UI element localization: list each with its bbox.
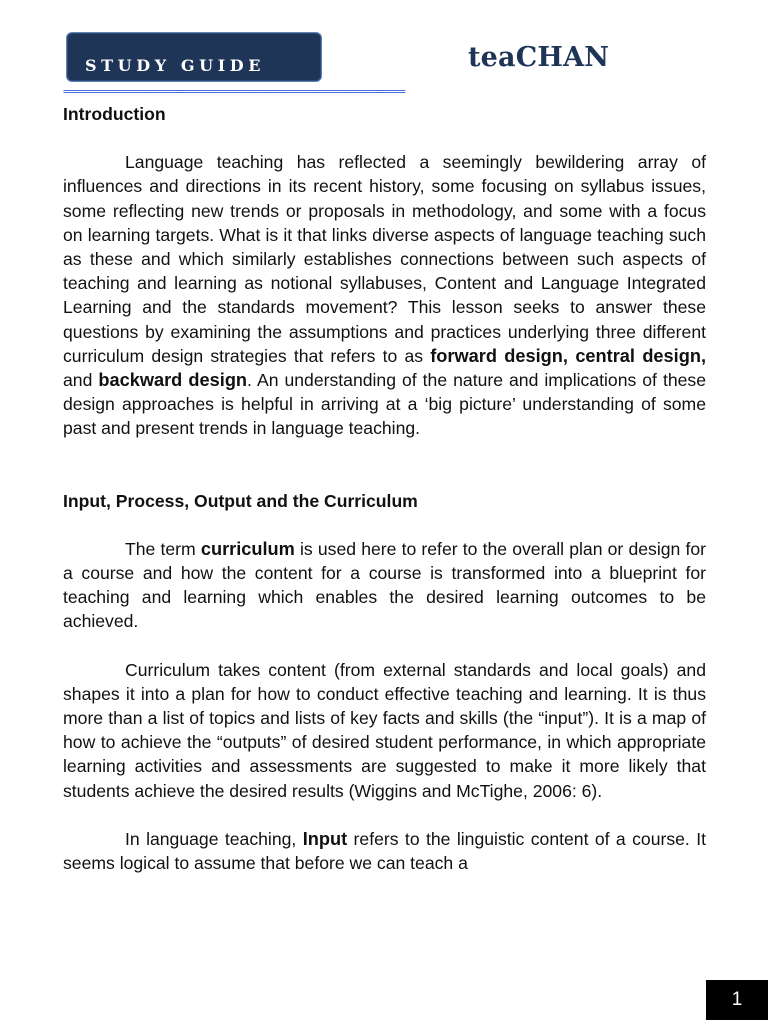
bold-term: Input xyxy=(302,828,348,849)
section-heading-introduction: Introduction xyxy=(63,104,166,124)
bold-term: forward design, central design, xyxy=(430,345,706,366)
paragraph-introduction: Language teaching has reflected a seemingly bewildering array of influences and directions in its recent history, some focusing on syllabus issues, some reflecting new trends or proposals in methodology, and some with a focus on learning targets. What is it that links diverse aspects of language teaching such as these and which similarly establishes connections between such aspects of teaching and learning as notional syllabuses, Content and Language Integrated Learning and the standards movement? This lesson seeks to answer these questions by examining the assumptions and practices underlying three different curriculum design strategies that refers to as forward design, central design, and backward design. An understanding of the nature and implications of these design approaches is helpful in arriving at a ‘big picture’ understanding of some past and present trends in language teaching. xyxy=(63,152,706,439)
paragraph-input: In language teaching, Input refers to the linguistic content of a course. It seems logical to assume that before we can teach a xyxy=(63,828,706,874)
document-body xyxy=(63,102,706,875)
page-number: 1 xyxy=(706,980,768,1020)
section-heading-curriculum: Input, Process, Output and the Curriculum xyxy=(63,490,418,511)
header-divider-rule: =============================================================== xyxy=(63,86,405,98)
bold-term: backward design xyxy=(98,370,248,391)
brand-logo-text: teaCHAN xyxy=(468,42,610,73)
study-guide-badge xyxy=(66,32,322,82)
paragraph-curriculum-content: Curriculum takes content (from external standards and local goals) and shapes it into a plan for how to conduct effective teaching and learning. It is thus more than a list of topics and lists of key facts and skills (the “input”). It is a map of how to achieve the “outputs” of desired student performance, in which appropriate learning activities and assessments are suggested to make it more likely that students achieve the desired results (Wiggins and McTighe, 2006: 6). xyxy=(63,659,706,801)
bold-term: curriculum xyxy=(200,538,295,559)
paragraph-curriculum-definition: The term curriculum is used here to refer to the overall plan or design for a course and how the content for a course is transformed into a blueprint for teaching and learning which enables the desired learning outcomes to be achieved. xyxy=(63,538,706,632)
study-guide-label: STUDY GUIDE xyxy=(85,56,266,75)
